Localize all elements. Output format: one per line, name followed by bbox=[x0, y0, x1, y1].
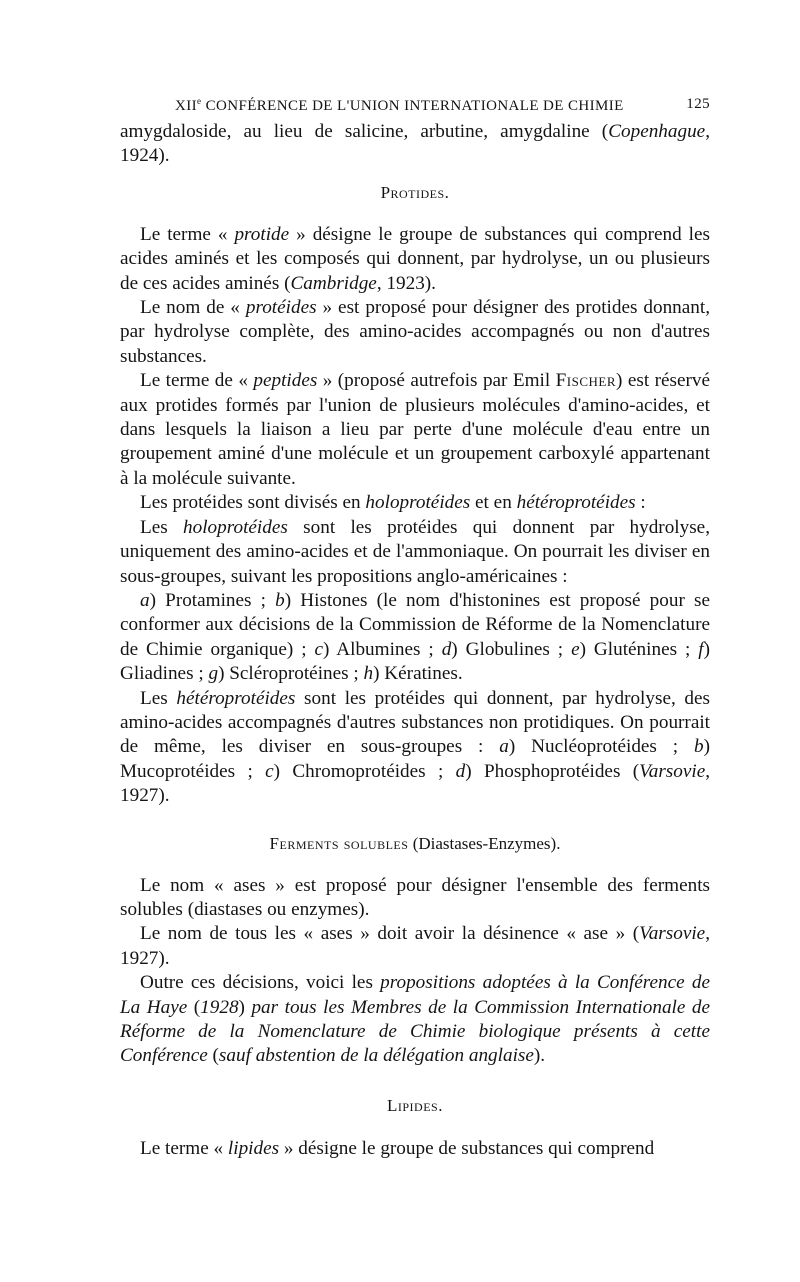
paragraph-ases: Le nom « ases » est proposé pour désigner l'ensemble des ferments solubles (diastases ou enzymes). bbox=[120, 874, 710, 920]
section-heading-lipides: Lipides. bbox=[387, 1095, 443, 1115]
paragraph-holoproteide-list: a) Protamines ; b) Histones (le nom d'histonines est proposé pour se conformer aux décisions de la Commission de Réforme de la Nomenclature de Chimie organique) ; c) Albumines ; d) Globulines ; e) Gluténines ; f) Gliadines ; g) Scléroprotéines ; h) Kératines. bbox=[120, 589, 711, 685]
paragraph-lipides: Le terme « lipides » désigne le groupe de substances qui comprend bbox=[140, 1137, 655, 1159]
book-page bbox=[120, 96, 710, 1161]
paragraph-propositions: Outre ces décisions, voici les propositions adoptées à la Conférence de La Haye (1928) par tous les Membres de la Commission Internationale de Réforme de la Nomenclature de Chimie biologique présents à cette Conférence (sauf abstention de la délégation anglaise). bbox=[120, 972, 711, 1067]
section-heading-protides: Protides. bbox=[380, 182, 450, 202]
paragraph-proteides: Le nom de « protéides » est proposé pour désigner des protides donnant, par hydrolyse complète, des amino-acides accompagnés ou non d'autres substances. bbox=[120, 297, 710, 367]
running-header bbox=[120, 96, 710, 120]
running-title: XIIe CONFÉRENCE DE L'UNION INTERNATIONALE DE CHIMIE bbox=[175, 96, 624, 114]
paragraph-heteroproteides: Les hétéroprotéides sont les protéides qui donnent, par hydrolyse, des amino-acides accompagnés d'autres substances non protidiques. On pourrait de même, les diviser en sous-groupes : a) Nucléoprotéides ; b) Mucoprotéides ; c) Chromoprotéides ; d) Phosphoprotéides (Varsovie, 1927). bbox=[120, 687, 711, 807]
paragraph-desinence: Le nom de tous les « ases » doit avoir la désinence « ase » (Varsovie, 1927). bbox=[120, 923, 710, 969]
paragraph-amygdaloside: amygdaloside, au lieu de salicine, arbutine, amygdaline (Copenhague, 1924). bbox=[120, 121, 710, 167]
page-number: 125 bbox=[686, 96, 710, 112]
paragraph-holoproteides: Les holoprotéides sont les protéides qui donnent par hydrolyse, uniquement des amino-acides et de l'ammoniaque. On pourrait les diviser en sous-groupes, suivant les propositions anglo-américaines : bbox=[120, 516, 710, 587]
section-heading-ferments: Ferments solubles (Diastases-Enzymes). bbox=[269, 833, 561, 853]
paragraph-division: Les protéides sont divisés en holoprotéides et en hétéroprotéides : bbox=[140, 492, 646, 514]
paragraph-protide: Le terme « protide » désigne le groupe de substances qui comprend les acides aminés et les composés qui donnent, par hydrolyse, un ou plusieurs de ces acides aminés (Cambridge, 1923). bbox=[120, 223, 710, 294]
paragraph-peptides: Le terme de « peptides » (proposé autrefois par Emil Fischer) est réservé aux protides formés par l'union de plusieurs molécules d'amino-acides, et dans lesquels la liaison a lieu par perte d'une molécule d'eau entre un groupement aminé d'une molécule et un groupement carboxylé appartenant à la molécule suivante. bbox=[120, 370, 710, 489]
